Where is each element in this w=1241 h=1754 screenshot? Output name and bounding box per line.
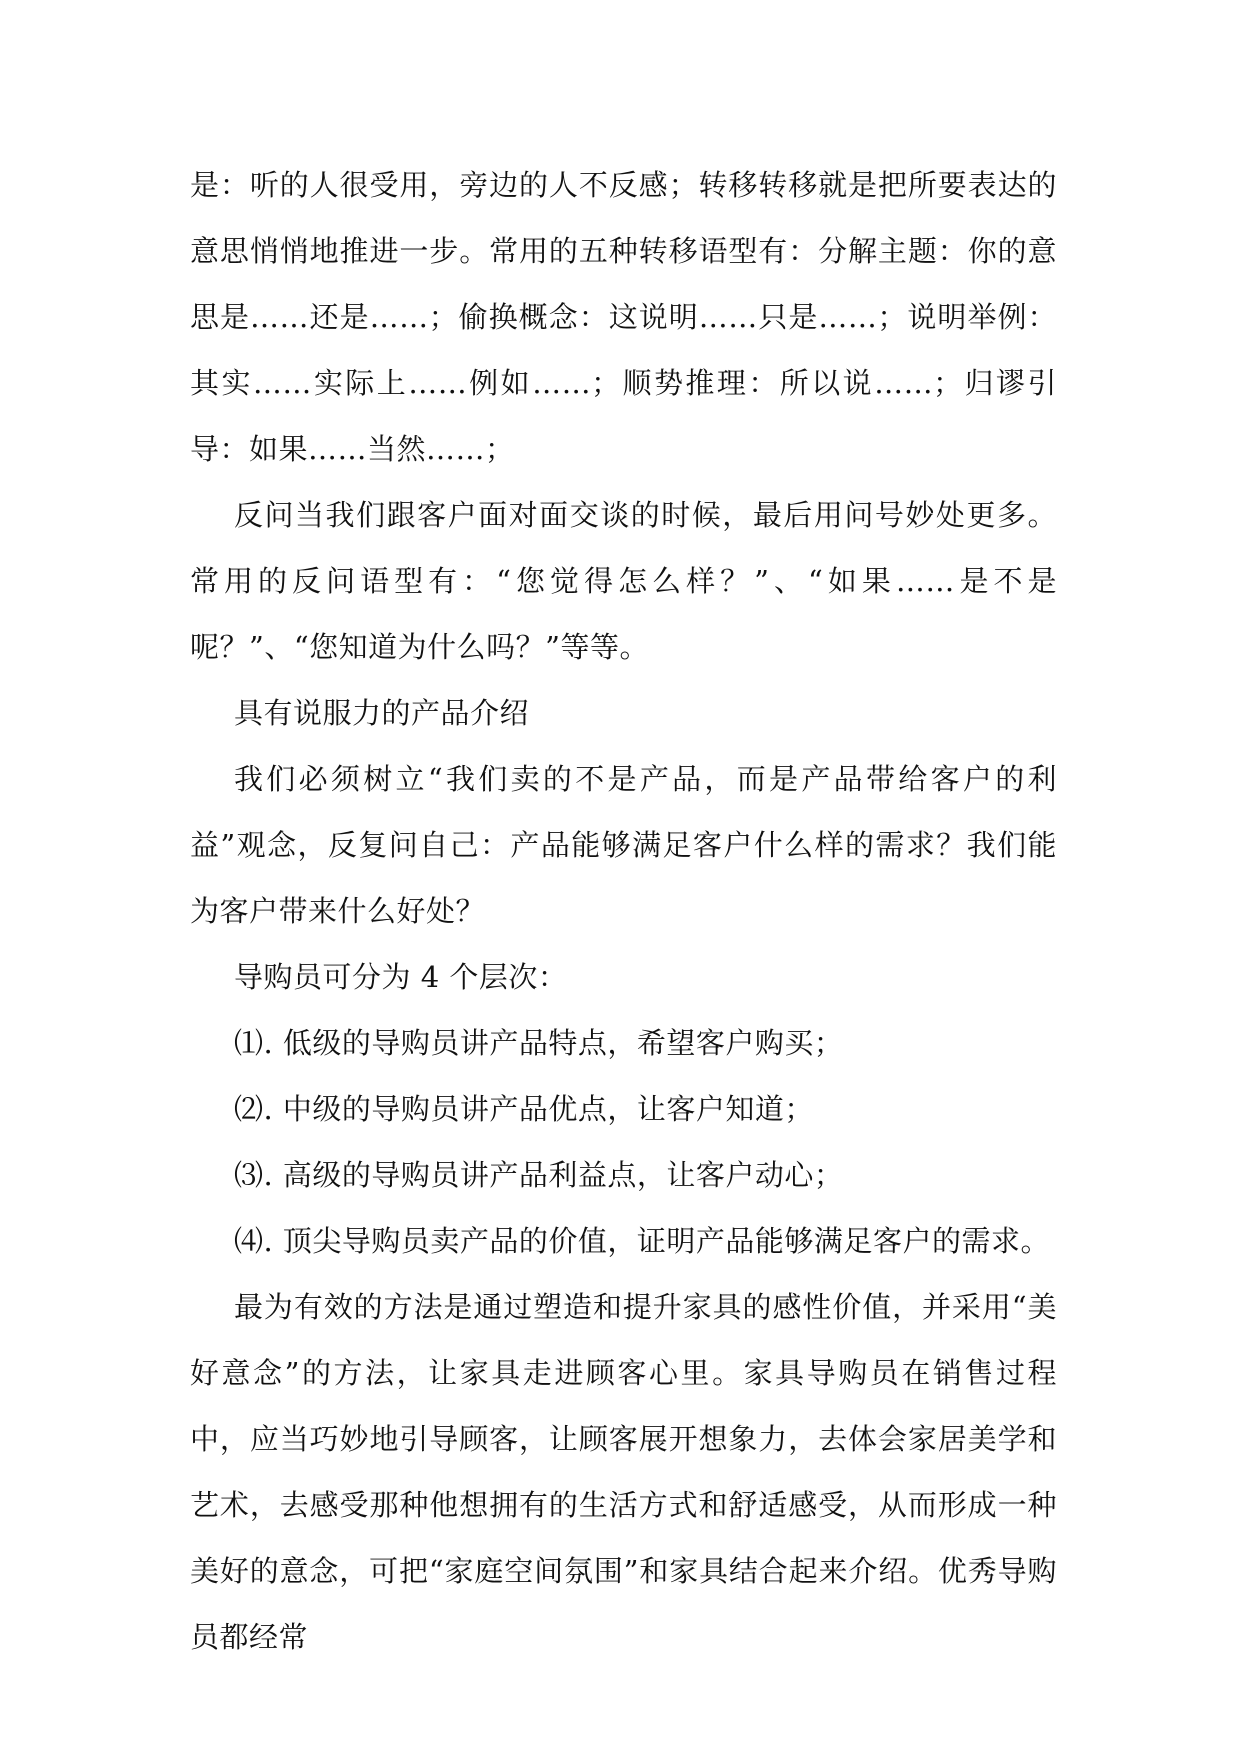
list-item-level-3: ⑶. 高级的导购员讲产品利益点，让客户动心； — [234, 1158, 844, 1192]
list-item-level-2: ⑵. 中级的导购员讲产品优点，让客户知道； — [234, 1092, 814, 1126]
document-body — [190, 152, 1057, 1670]
paragraph-transfer-patterns: 是：听的人很受用，旁边的人不反感；转移转移就是把所要表达的意思悄悄地推进一步。常用的五种转移语型有：分解主题：你的意思是……还是……；偷换概念：这说明……只是……；说明举例：其实……实际上……例如……；顺势推理：所以说……；归谬引导：如果……当然……； — [190, 168, 1057, 466]
list-item-level-1: ⑴. 低级的导购员讲产品特点，希望客户购买； — [234, 1026, 844, 1060]
paragraph-emotional-value: 最为有效的方法是通过塑造和提升家具的感性价值，并采用“美好意念”的方法，让家具走进顾客心里。家具导购员在销售过程中，应当巧妙地引导顾客，让顾客展开想象力，去体会家居美学和艺术，去感受那种他想拥有的生活方式和舒适感受，从而形成一种美好的意念，可把“家庭空间氛围”和家具结合起来介绍。优秀导购员都经常 — [190, 1290, 1057, 1654]
paragraph-customer-benefit: 我们必须树立“我们卖的不是产品，而是产品带给客户的利益”观念，反复问自己：产品能够满足客户什么样的需求？我们能为客户带来什么好处？ — [190, 762, 1057, 928]
list-item-level-4: ⑷. 顶尖导购员卖产品的价值，证明产品能够满足客户的需求。 — [234, 1224, 1050, 1258]
paragraph-four-levels-intro: 导购员可分为 4 个层次： — [234, 960, 568, 994]
paragraph-rhetorical-question: 反问当我们跟客户面对面交谈的时候，最后用问号妙处更多。常用的反问语型有：“您觉得怎么样？”、“如果……是不是呢？”、“您知道为什么吗？”等等。 — [190, 498, 1057, 664]
section-heading-product-intro: 具有说服力的产品介绍 — [234, 696, 530, 730]
